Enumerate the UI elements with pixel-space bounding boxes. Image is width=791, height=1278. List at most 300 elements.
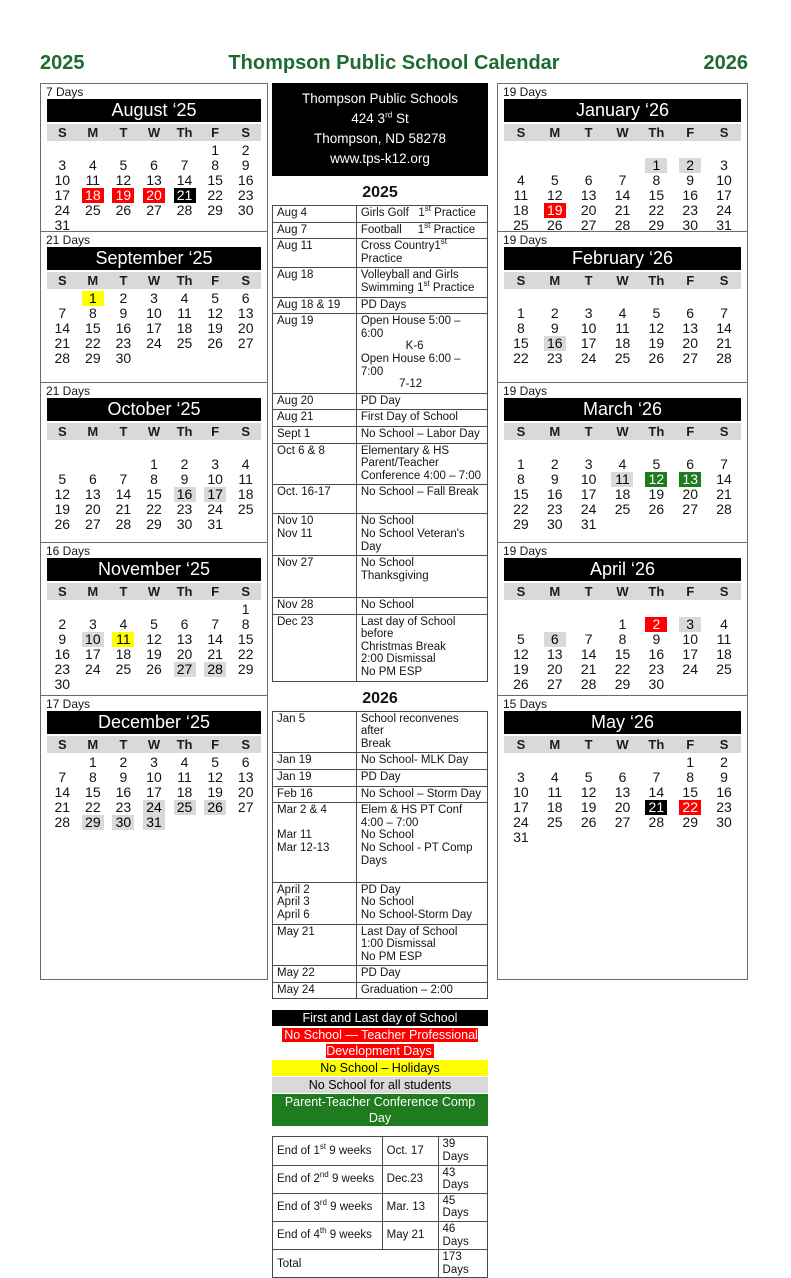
calendar-day: 7 bbox=[652, 769, 661, 785]
empty-day-cell bbox=[639, 755, 673, 770]
empty-day-cell bbox=[230, 442, 261, 457]
weekday-label: M bbox=[549, 424, 561, 439]
calendar-day: 20 bbox=[580, 202, 597, 218]
calendar-day: 21 bbox=[54, 335, 71, 351]
calendar-day: 17 bbox=[85, 646, 101, 662]
event-description: No School bbox=[356, 598, 487, 615]
calendar-day: 7 bbox=[584, 631, 593, 647]
calendar-day: 4 bbox=[550, 769, 559, 785]
calendar-day: 2 bbox=[673, 158, 707, 173]
calendar-day: 12 bbox=[546, 187, 563, 203]
summary-label: End of 2nd 9 weeks bbox=[273, 1165, 383, 1193]
calendar-day: 3 bbox=[673, 617, 707, 632]
weekday-header-row bbox=[47, 272, 261, 289]
calendar-day: 12 bbox=[639, 472, 673, 487]
empty-day-cell bbox=[606, 291, 640, 306]
calendar-day: 16 bbox=[546, 486, 563, 502]
empty-day-cell bbox=[139, 143, 170, 158]
calendar-day: 27 bbox=[682, 350, 698, 366]
calendar-day: 10 bbox=[146, 305, 162, 321]
calendar-day: 17 bbox=[513, 799, 529, 815]
event-description: Open House 5:00 – 6:00 K-6 Open House 6:00 – 7:00 7-12 bbox=[356, 314, 487, 394]
calendar-day: 22 bbox=[85, 799, 101, 815]
calendar-day: 2 bbox=[639, 617, 673, 632]
calendar-day: 31 bbox=[54, 217, 71, 232]
calendar-day: 7 bbox=[58, 769, 67, 785]
calendar-day: 20 bbox=[546, 661, 563, 677]
event-date: Dec 23 bbox=[273, 614, 357, 681]
calendar-day: 7 bbox=[58, 305, 67, 321]
calendar-day: 4 bbox=[88, 157, 97, 173]
calendar-day: 26 bbox=[54, 516, 71, 532]
calendar-day: 1 bbox=[618, 616, 627, 632]
calendar-day: 9 bbox=[241, 157, 250, 173]
calendar-day: 22 bbox=[513, 350, 529, 366]
event-row bbox=[273, 803, 488, 883]
calendar-day: 17 bbox=[716, 187, 732, 203]
calendar-day: 26 bbox=[648, 350, 665, 366]
calendar-day: 18 bbox=[513, 202, 529, 218]
calendar-day: 15 bbox=[648, 187, 665, 203]
weekday-label: S bbox=[241, 737, 251, 752]
calendar-day: 17 bbox=[146, 320, 162, 336]
calendar-day: 7 bbox=[119, 471, 128, 487]
weekday-header-row bbox=[504, 124, 741, 141]
calendar-day: 25 bbox=[115, 661, 132, 677]
event-description: PD Days bbox=[356, 297, 487, 314]
summary-date: May 21 bbox=[382, 1222, 438, 1250]
calendar-day: 23 bbox=[115, 335, 132, 351]
weekday-label: T bbox=[119, 424, 128, 439]
empty-day-cell bbox=[47, 602, 78, 617]
weekday-label: Th bbox=[176, 737, 193, 752]
event-date: May 22 bbox=[273, 966, 357, 983]
calendar-day: 28 bbox=[200, 662, 231, 677]
calendar-day: 31 bbox=[513, 829, 529, 845]
calendar-day: 14 bbox=[614, 187, 631, 203]
weekday-label: S bbox=[57, 424, 67, 439]
calendar-day: 22 bbox=[237, 646, 254, 662]
weekday-label: S bbox=[241, 584, 251, 599]
calendar-day: 26 bbox=[513, 676, 529, 692]
calendar-day: 5 bbox=[550, 172, 559, 188]
school-info-line: Thompson, ND 58278 bbox=[313, 131, 447, 146]
calendar-day: 5 bbox=[517, 631, 525, 647]
calendar-day: 1 bbox=[517, 456, 525, 472]
calendar-day: 12 bbox=[146, 631, 162, 647]
events-2026-title: 2026 bbox=[362, 689, 398, 707]
calendar-day: 26 bbox=[200, 800, 231, 815]
weekday-label: F bbox=[211, 273, 220, 288]
event-description: Football 1st Practice bbox=[356, 222, 487, 239]
month-september-25 bbox=[40, 231, 268, 383]
calendar-day: 8 bbox=[88, 305, 97, 321]
calendar-day: 19 bbox=[580, 799, 597, 815]
instruction-days-count: 19 Days bbox=[503, 544, 548, 558]
month-title: October ‘25 bbox=[47, 398, 261, 421]
event-date: Aug 7 bbox=[273, 222, 357, 239]
calendar-day: 21 bbox=[716, 335, 732, 351]
calendar-day: 14 bbox=[648, 784, 665, 800]
weekday-label: F bbox=[686, 424, 695, 439]
weekday-label: T bbox=[119, 584, 128, 599]
right-month-column bbox=[497, 83, 748, 980]
weekday-label: M bbox=[549, 584, 561, 599]
calendar-day: 20 bbox=[176, 646, 193, 662]
summary-label: End of 4th 9 weeks bbox=[273, 1222, 383, 1250]
calendar-day: 6 bbox=[538, 632, 572, 647]
legend-item-fl: First and Last day of School bbox=[272, 1010, 488, 1026]
empty-day-cell bbox=[639, 442, 673, 457]
event-row bbox=[273, 711, 488, 753]
weekday-header-row bbox=[504, 272, 741, 289]
calendar-day: 12 bbox=[54, 486, 71, 502]
calendar-day: 9 bbox=[720, 769, 728, 785]
empty-day-cell bbox=[673, 442, 707, 457]
calendar-day: 16 bbox=[538, 336, 572, 351]
calendar-day: 20 bbox=[614, 799, 631, 815]
weekday-header-row bbox=[504, 423, 741, 440]
weekday-label: M bbox=[87, 424, 99, 439]
calendar-day: 15 bbox=[614, 646, 631, 662]
empty-day-cell bbox=[504, 143, 538, 158]
weekday-label: M bbox=[549, 737, 561, 752]
calendar-day: 17 bbox=[54, 187, 71, 203]
empty-day-cell bbox=[606, 442, 640, 457]
event-description: Cross Country1st Practice bbox=[356, 239, 487, 268]
month-february-26 bbox=[497, 231, 748, 383]
calendar-day: 14 bbox=[580, 646, 597, 662]
weekday-label: S bbox=[516, 424, 526, 439]
calendar-day: 4 bbox=[241, 456, 250, 472]
event-description: No School No School Veteran's Day bbox=[356, 514, 487, 556]
empty-day-cell bbox=[504, 755, 538, 770]
weekday-label: T bbox=[584, 737, 593, 752]
calendar-day: 31 bbox=[716, 217, 732, 232]
calendar-day: 9 bbox=[180, 471, 189, 487]
calendar-day: 8 bbox=[618, 631, 627, 647]
summary-days: 43 Days bbox=[438, 1165, 487, 1193]
empty-day-cell bbox=[639, 291, 673, 306]
date-grid bbox=[504, 755, 741, 845]
weekday-label: T bbox=[584, 424, 593, 439]
empty-day-cell bbox=[108, 143, 139, 158]
calendar-day: 11 bbox=[606, 472, 640, 487]
month-title: May ‘26 bbox=[504, 711, 741, 734]
calendar-day: 3 bbox=[150, 754, 158, 770]
weekday-header-row bbox=[47, 124, 261, 141]
weekday-label: W bbox=[147, 273, 161, 288]
event-description: No School – Fall Break bbox=[356, 485, 487, 514]
calendar-day: 18 bbox=[176, 784, 193, 800]
weekday-label: F bbox=[686, 584, 695, 599]
calendar-day: 3 bbox=[58, 157, 67, 173]
calendar-day: 20 bbox=[682, 335, 698, 351]
empty-day-cell bbox=[572, 442, 606, 457]
weekday-label: Th bbox=[176, 424, 193, 439]
empty-day-cell bbox=[108, 602, 139, 617]
calendar-day: 22 bbox=[207, 187, 223, 203]
calendar-day: 24 bbox=[580, 350, 597, 366]
calendar-day: 22 bbox=[146, 501, 162, 517]
event-date: Nov 28 bbox=[273, 598, 357, 615]
calendar-day: 22 bbox=[648, 202, 665, 218]
month-title: September ‘25 bbox=[47, 247, 261, 270]
empty-day-cell bbox=[139, 602, 170, 617]
event-row bbox=[273, 614, 488, 681]
calendar-day: 7 bbox=[720, 305, 728, 321]
summary-days: 39 Days bbox=[438, 1137, 487, 1165]
calendar-day: 10 bbox=[580, 471, 597, 487]
event-row bbox=[273, 982, 488, 999]
calendar-day: 12 bbox=[648, 320, 665, 336]
legend-item-pd: No School — Teacher Professional Development Days bbox=[284, 1028, 478, 1059]
weekday-label: M bbox=[87, 584, 99, 599]
weekday-label: T bbox=[584, 273, 593, 288]
weekday-label: S bbox=[57, 737, 67, 752]
calendar-day: 2 bbox=[119, 290, 128, 306]
event-row bbox=[273, 924, 488, 966]
calendar-day: 20 bbox=[237, 784, 254, 800]
weekday-label: M bbox=[87, 737, 99, 752]
event-row bbox=[273, 410, 488, 427]
calendar-day: 12 bbox=[207, 305, 223, 321]
calendar-day: 23 bbox=[716, 799, 732, 815]
calendar-day: 10 bbox=[78, 632, 109, 647]
calendar-day: 1 bbox=[686, 754, 695, 770]
calendar-day: 9 bbox=[119, 769, 128, 785]
weekday-label: W bbox=[147, 737, 161, 752]
empty-day-cell bbox=[538, 291, 572, 306]
weekday-label: F bbox=[686, 273, 695, 288]
empty-day-cell bbox=[606, 158, 640, 173]
date-grid bbox=[504, 291, 741, 366]
event-description: No School – Storm Day bbox=[356, 786, 487, 803]
empty-day-cell bbox=[504, 158, 538, 173]
empty-day-cell bbox=[673, 143, 707, 158]
instruction-days-count: 21 Days bbox=[46, 233, 91, 247]
calendar-day: 28 bbox=[716, 501, 732, 517]
calendar-day: 17 bbox=[146, 784, 162, 800]
empty-day-cell bbox=[47, 457, 78, 472]
calendar-day: 24 bbox=[580, 501, 597, 517]
event-description: Last day of School before Christmas Break 2:00 Dismissal No PM ESP bbox=[356, 614, 487, 681]
calendar-day: 29 bbox=[78, 815, 109, 830]
calendar-day: 18 bbox=[237, 486, 254, 502]
calendar-day: 22 bbox=[85, 335, 101, 351]
calendar-day: 1 bbox=[88, 754, 97, 770]
weekday-label: T bbox=[119, 125, 128, 140]
event-row bbox=[273, 514, 488, 556]
event-date: May 24 bbox=[273, 982, 357, 999]
empty-day-cell bbox=[78, 143, 109, 158]
calendar-day: 4 bbox=[119, 616, 128, 632]
school-info-line: Thompson Public Schools bbox=[301, 91, 459, 106]
weekday-label: Th bbox=[648, 273, 665, 288]
calendar-day: 25 bbox=[237, 501, 254, 517]
month-title: January ‘26 bbox=[504, 99, 741, 122]
events-2025-table bbox=[272, 205, 488, 682]
calendar-day: 15 bbox=[237, 631, 254, 647]
weekday-label: S bbox=[57, 584, 67, 599]
empty-day-cell bbox=[639, 143, 673, 158]
calendar-day: 3 bbox=[720, 157, 728, 173]
empty-day-cell bbox=[108, 457, 139, 472]
empty-day-cell bbox=[606, 755, 640, 770]
calendar-day: 6 bbox=[180, 616, 189, 632]
calendar-day: 25 bbox=[513, 217, 529, 232]
instruction-days-count: 19 Days bbox=[503, 384, 548, 398]
event-row bbox=[273, 753, 488, 770]
empty-day-cell bbox=[504, 617, 538, 632]
calendar-day: 15 bbox=[207, 172, 223, 188]
calendar-day: 31 bbox=[139, 815, 170, 830]
calendar-day: 3 bbox=[150, 290, 158, 306]
calendar-day: 26 bbox=[580, 814, 597, 830]
calendar-day: 13 bbox=[673, 472, 707, 487]
event-row bbox=[273, 443, 488, 485]
weekday-label: T bbox=[119, 737, 128, 752]
calendar-day: 8 bbox=[150, 471, 158, 487]
calendar-day: 23 bbox=[546, 350, 563, 366]
calendar-day: 28 bbox=[54, 350, 71, 366]
calendar-day: 6 bbox=[241, 754, 250, 770]
event-row bbox=[273, 268, 488, 297]
calendar-day: 30 bbox=[546, 516, 563, 532]
calendar-day: 25 bbox=[546, 814, 563, 830]
empty-day-cell bbox=[572, 755, 606, 770]
empty-day-cell bbox=[78, 442, 109, 457]
month-title: April ‘26 bbox=[504, 558, 741, 581]
event-row bbox=[273, 882, 488, 924]
year-left: 2025 bbox=[40, 52, 85, 74]
calendar-day: 29 bbox=[614, 676, 631, 692]
weekday-header-row bbox=[504, 583, 741, 600]
calendar-day: 10 bbox=[207, 471, 223, 487]
empty-day-cell bbox=[504, 602, 538, 617]
calendar-day: 3 bbox=[211, 456, 220, 472]
calendar-day: 6 bbox=[686, 456, 695, 472]
event-date: May 21 bbox=[273, 924, 357, 966]
empty-day-cell bbox=[538, 143, 572, 158]
weekday-label: Th bbox=[176, 584, 193, 599]
calendar-day: 8 bbox=[88, 769, 97, 785]
instruction-days-count: 15 Days bbox=[503, 697, 548, 711]
calendar-day: 2 bbox=[119, 754, 128, 770]
event-date: Jan 19 bbox=[273, 769, 357, 786]
calendar-day: 5 bbox=[150, 616, 158, 632]
calendar-day: 26 bbox=[146, 661, 162, 677]
calendar-day: 4 bbox=[517, 172, 525, 188]
calendar-day: 9 bbox=[550, 471, 559, 487]
month-march-26 bbox=[497, 382, 748, 543]
instruction-days-count: 19 Days bbox=[503, 233, 548, 247]
event-row bbox=[273, 598, 488, 615]
event-row bbox=[273, 966, 488, 983]
calendar-day: 13 bbox=[546, 646, 563, 662]
weekday-label: W bbox=[616, 584, 629, 599]
calendar-day: 29 bbox=[682, 814, 698, 830]
month-title: February ‘26 bbox=[504, 247, 741, 270]
weekday-label: W bbox=[147, 424, 161, 439]
event-description: Elem & HS PT Conf 4:00 – 7:00 No School No School - PT Comp Days bbox=[356, 803, 487, 883]
empty-day-cell bbox=[707, 143, 741, 158]
calendar-day: 18 bbox=[614, 486, 631, 502]
calendar-day: 25 bbox=[85, 202, 101, 218]
calendar-day: 11 bbox=[513, 187, 529, 203]
calendar-day: 29 bbox=[207, 202, 223, 218]
calendar-day: 17 bbox=[580, 335, 597, 351]
calendar-day: 6 bbox=[686, 305, 695, 321]
empty-day-cell bbox=[707, 442, 741, 457]
calendar-day: 9 bbox=[550, 320, 559, 336]
weekday-label: Th bbox=[176, 273, 193, 288]
weekday-label: F bbox=[211, 584, 220, 599]
calendar-day: 29 bbox=[85, 350, 101, 366]
event-description: PD Day bbox=[356, 966, 487, 983]
calendar-day: 16 bbox=[115, 784, 132, 800]
calendar-day: 11 bbox=[177, 305, 192, 321]
weekday-label: Th bbox=[648, 125, 665, 140]
nine-weeks-summary-table bbox=[272, 1136, 488, 1278]
calendar-day: 25 bbox=[169, 800, 200, 815]
empty-day-cell bbox=[673, 602, 707, 617]
calendar-day: 4 bbox=[618, 456, 627, 472]
calendar-day: 29 bbox=[648, 217, 665, 232]
calendar-day: 17 bbox=[682, 646, 698, 662]
empty-day-cell bbox=[572, 617, 606, 632]
calendar-day: 11 bbox=[85, 172, 101, 188]
calendar-day: 10 bbox=[146, 769, 162, 785]
summary-row bbox=[273, 1193, 488, 1221]
calendar-day: 1 bbox=[639, 158, 673, 173]
calendar-day: 18 bbox=[115, 646, 132, 662]
calendar-day: 24 bbox=[146, 335, 162, 351]
calendar-day: 6 bbox=[584, 172, 593, 188]
calendar-day: 9 bbox=[652, 631, 661, 647]
legend-item-hol: No School – Holidays bbox=[272, 1060, 488, 1076]
month-may-26 bbox=[497, 695, 748, 980]
empty-day-cell bbox=[572, 143, 606, 158]
event-row bbox=[273, 222, 488, 239]
event-description: Last Day of School 1:00 Dismissal No PM ESP bbox=[356, 924, 487, 966]
empty-day-cell bbox=[504, 291, 538, 306]
weekday-label: F bbox=[211, 737, 220, 752]
calendar-day: 11 bbox=[238, 471, 253, 487]
calendar-day: 17 bbox=[580, 486, 597, 502]
calendar-day: 21 bbox=[115, 501, 132, 517]
calendar-day: 18 bbox=[176, 320, 193, 336]
empty-day-cell bbox=[538, 442, 572, 457]
empty-day-cell bbox=[169, 143, 200, 158]
calendar-day: 4 bbox=[618, 305, 627, 321]
event-row bbox=[273, 314, 488, 394]
weekday-label: F bbox=[211, 125, 220, 140]
weekday-label: W bbox=[616, 125, 629, 140]
event-date: Mar 2 & 4 Mar 11 Mar 12-13 bbox=[273, 803, 357, 883]
calendar-day: 1 bbox=[150, 456, 158, 472]
calendar-day: 25 bbox=[716, 661, 732, 677]
month-title: November ‘25 bbox=[47, 558, 261, 581]
weekday-label: W bbox=[616, 273, 629, 288]
event-description: No School – Labor Day bbox=[356, 426, 487, 443]
calendar-day: 10 bbox=[513, 784, 529, 800]
event-row bbox=[273, 426, 488, 443]
weekday-label: W bbox=[147, 125, 161, 140]
calendar-day: 26 bbox=[546, 217, 563, 232]
event-description: Girls Golf 1st Practice bbox=[356, 206, 487, 223]
calendar-day: 18 bbox=[546, 799, 563, 815]
